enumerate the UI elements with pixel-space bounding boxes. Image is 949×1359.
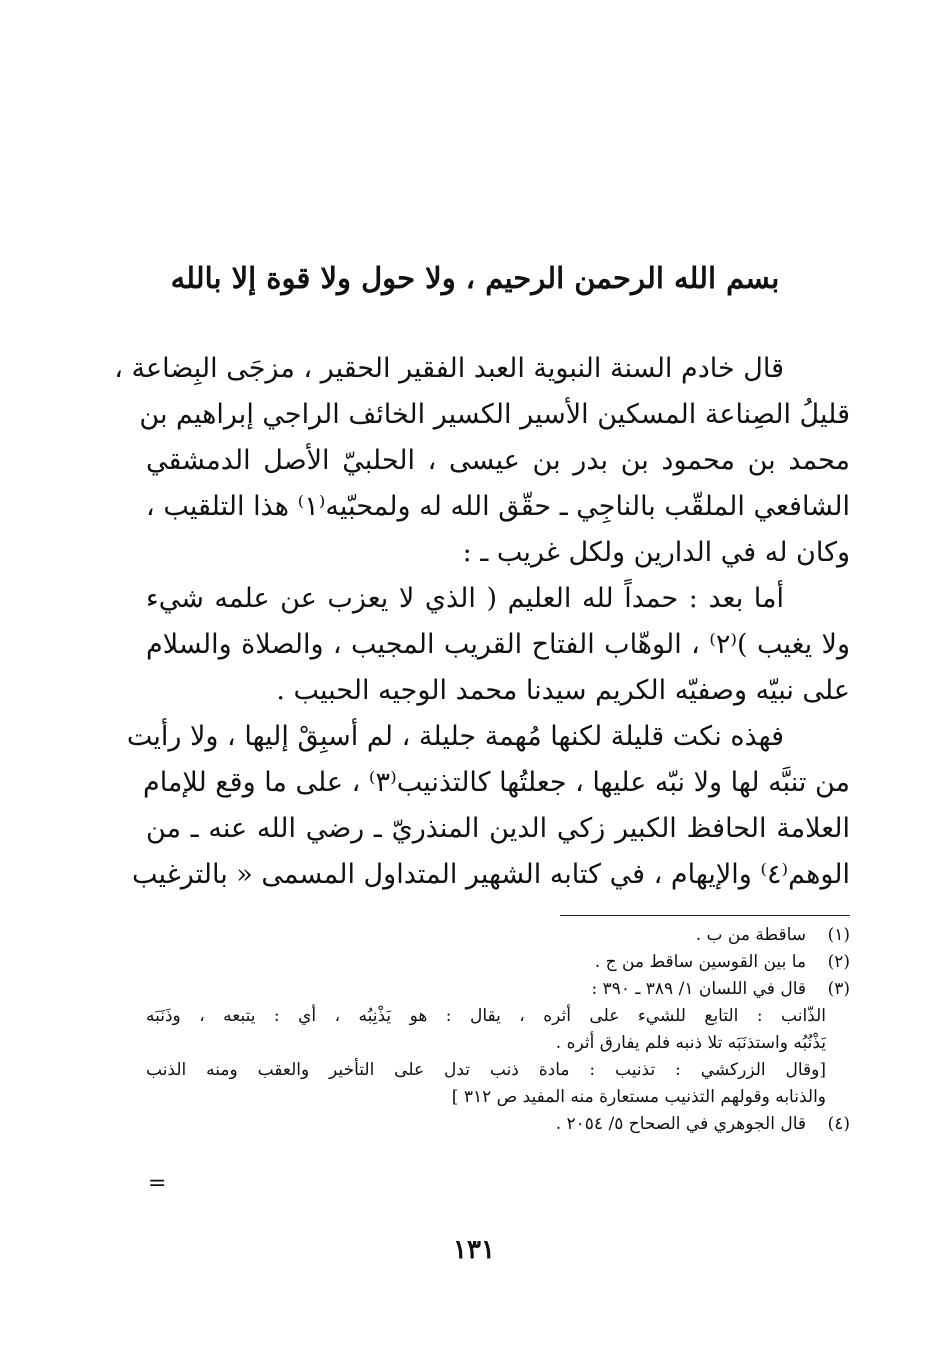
footnote-text: ما بين القوسين ساقط من ج . [594,952,806,972]
main-text [114,346,850,898]
text-line: وكان له في الدارين ولكل غريب ـ : [462,537,850,568]
text-line: ولا يغيب )⁽٢⁾ ، الوهّاب الفتاح القريب المجيب ، والصلاة والسلام [146,629,850,660]
footnote-3-quote-line: والذنابه وقولهم التذنيب مستعارة منه المفيد ص ٣١٢ ] [451,1087,826,1107]
footnote-3 [146,976,850,1003]
page-number: ١٣١ [453,1235,495,1265]
text-line: قال خادم السنة النبوية العبد الفقير الحقير ، مزجَى البِضاعة ، [114,353,784,384]
footnote-1 [146,922,850,949]
text-line: على نبيّه وصفيّه الكريم سيدنا محمد الوجيه الحبيب . [276,675,850,706]
continuation-mark: = [148,1171,167,1196]
footnote-separator [560,915,850,916]
footnote-3-quote-line: يَذْنُبُه واستذنَبَه تلا ذنبه فلم يفارق أثره . [555,1033,826,1053]
footnote-text: ساقطة من ب . [695,925,806,945]
footnote-3-quote-line: [وقال الزركشي : تذنيب : مادة ذنب تدل على التأخير والعقب ومنه الذنب [146,1060,826,1080]
footnote-4 [146,1111,850,1138]
footnote-number: (٤) [827,1114,850,1134]
text-line: الشافعي الملقّب بالناجِي ـ حقّق الله له ولمحبّيه⁽١⁾ هذا التلقيب ، [146,491,850,522]
text-line: من تنبَّه لها ولا نبّه عليها ، جعلتُها كالتذنيب⁽٣⁾ ، على ما وقع للإمام [142,767,850,798]
basmala-heading: بسم الله الرحمن الرحيم ، ولا حول ولا قوة إلا بالله [170,261,780,295]
footnote-number: (١) [827,925,850,945]
footnote-number: (٣) [827,979,850,999]
text-line: الوهم⁽٤⁾ والإيهام ، في كتابه الشهير المتداول المسمى « بالترغيب [131,859,850,890]
footnote-number: (٢) [827,952,850,972]
footnote-text: قال الجوهري في الصحاح ٥/ ٢٠٥٤ . [555,1114,806,1134]
text-line: أما بعد : حمداً لله العليم ( الذي لا يعزب عن علمه شيء [146,583,784,614]
text-line: فهذه نكت قليلة لكنها مُهمة جليلة ، لم أسبِقْ إليها ، ولا رأيت [126,721,784,752]
text-line: العلامة الحافظ الكبير زكي الدين المنذريّ ـ رضي الله عنه ـ من [146,813,850,844]
text-line: قليلُ الصِناعة المسكين الأسير الكسير الخائف الراجي إبراهيم بن [139,399,850,430]
footnotes [146,922,850,1138]
text-line: محمد بن محمود بن بدر بن عيسى ، الحلبيّ الأصل الدمشقي [146,445,850,476]
footnote-text: قال في اللسان ١/ ٣٨٩ ـ ٣٩٠ : [591,979,806,999]
footnote-3-quote-line: الذّانب : التابع للشيء على أثره ، يقال : هو يَذْنِبُه ، أي : يتبعه ، وذَنَبَه [146,1006,826,1026]
footnote-2 [146,949,850,976]
